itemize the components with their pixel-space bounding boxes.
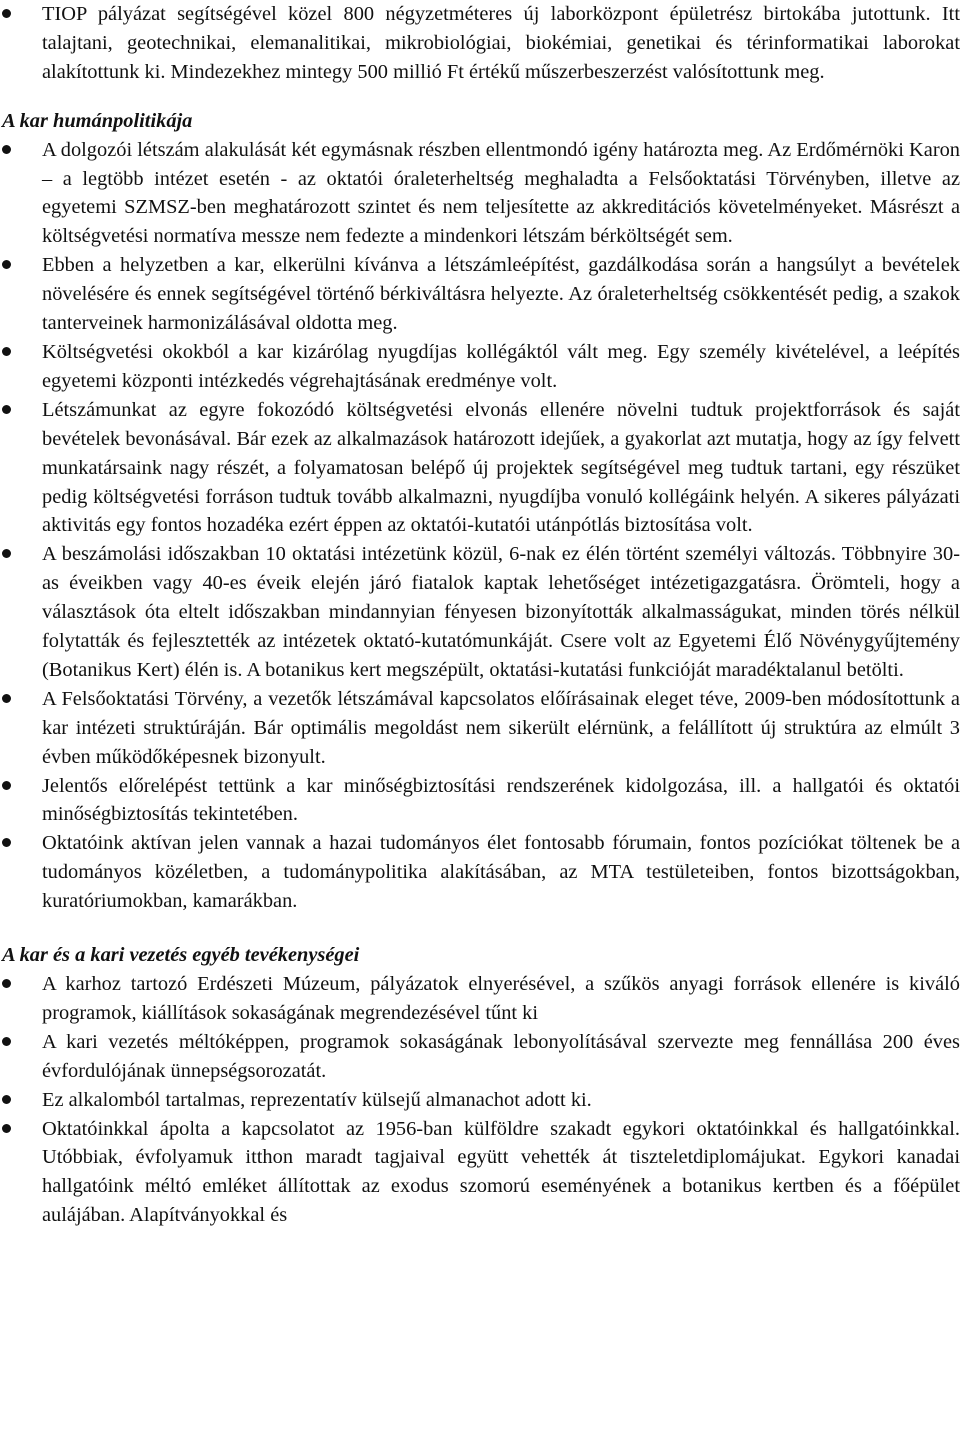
section-heading-humanpolitika: A kar humánpolitikája	[2, 109, 193, 132]
bullet-text: TIOP pályázat segítségével közel 800 négyzetméteres új laborközpont épületrész birtokába jutottunk. Itt talajtani, geotechnikai, elemanalitikai, mikrobiológiai, biokémiai, genetikai és térinformatikai laborokat alakítottunk ki. Mindezekhez mintegy 500 millió Ft értékű műszerbeszerzést valósítottunk meg.	[42, 3, 960, 83]
bullet-text: Létszámunkat az egyre fokozódó költségvetési elvonás ellenére növelni tudtuk projektforrások és saját bevételek bevonásával. Bár ezek az alkalmazások határozott idejűek, a gyakorlat azt mutatja, hogy az így felvett munkatársaink nagy részét, a folyamatosan belépő új projektek segítségével meg tudtuk tartani, egy részüket pedig költségvetési forráson tudtuk tovább alkalmazni, nyugdíjba vonuló kollégáink helyén. A sikeres pályázati aktivitás egy fontos hozadéka ezért éppen az oktatói-kutatói utánpótlás biztosítása volt.	[42, 398, 960, 537]
bullet-item	[0, 540, 960, 685]
bullet-text: A karhoz tartozó Erdészeti Múzeum, pályázatok elnyerésével, a szűkös anyagi források ellenére is kiváló programok, kiállítások sokaságának megrendezésével tűnt ki	[42, 973, 960, 1024]
bullet-text: Ez alkalomból tartalmas, reprezentatív külsejű almanachot adott ki.	[42, 1088, 592, 1111]
bullet-item	[0, 251, 960, 338]
bullet-item	[0, 685, 960, 772]
bullet-item	[0, 772, 960, 830]
bullet-text: A Felsőoktatási Törvény, a vezetők létszámával kapcsolatos előírásainak eleget téve, 2009-ben módosítottunk a kar intézeti struktúráján. Bár optimális megoldást nem sikerült elérnünk, a felállított új struktúra az elmúlt 3 évben működőképesnek bizonyult.	[42, 687, 960, 768]
bullet-text: A beszámolási időszakban 10 oktatási intézetünk közül, 6-nak ez élén történt személyi változás. Többnyire 30-as éveikben vagy 40-es éveik elején járó fiatalok kaptak lehetőséget intézetigazgatásra. Örömteli, hogy a választások óta eltelt időszakban mindannyian fényesen bizonyították alkalmasságukat, minden törés nélkül folytatták és fejlesztették az intézetek oktató-kutatómunkáját. Csere volt az Egyetemi Élő Növénygyűjtemény (Botanikus Kert) élén is. A botanikus kert megszépült, oktatási-kutatási funkcióját maradéktalanul betölti.	[42, 543, 960, 681]
bullet-item	[0, 1115, 960, 1231]
bullet-text: Oktatóinkkal ápolta a kapcsolatot az 1956-ban külföldre szakadt egykori oktatóinkkal és hallgatóinkkal. Utóbbiak, évfolyamuk itthon maradt tagjaival együtt vehették át tiszteletdiplomájukat. Egykori kanadai hallgatóink méltó emléket állítottak az exodus szomorú eseményének a botanikus kertben és a főépület aulájában. Alapítványokkal és	[42, 1117, 960, 1227]
bullet-item	[0, 396, 960, 541]
bullet-item	[0, 829, 960, 916]
bullet-item	[0, 0, 960, 87]
bullet-item	[0, 338, 960, 396]
section-heading-egyeb: A kar és a kari vezetés egyéb tevékenységei	[2, 944, 360, 967]
bullet-item	[0, 1086, 960, 1115]
egyeb-bullet-list	[0, 970, 960, 1230]
bullet-text: Jelentős előrelépést tettünk a kar minőségbiztosítási rendszerének kidolgozása, ill. a hallgatói és oktatói minőségbiztosítás tekintetében.	[42, 774, 960, 826]
bullet-item	[0, 1028, 960, 1086]
bullet-text: A kari vezetés méltóképpen, programok sokaságának lebonyolításával szervezte meg fennállása 200 éves évfordulójának ünnepségsorozatát.	[42, 1030, 960, 1082]
bullet-item	[0, 970, 960, 1028]
intro-bullet-list	[0, 0, 960, 87]
bullet-text: Oktatóink aktívan jelen vannak a hazai tudományos élet fontosabb fórumain, fontos pozíciókat töltenek be a tudományos közéletben, a tudománypolitika alakításában, az MTA testületeiben, fontos bizottságokban, kuratóriumokban, kamarákban.	[42, 832, 960, 913]
bullet-text: A dolgozói létszám alakulását két egymásnak részben ellentmondó igény határozta meg. Az Erdőmérnöki Karon – a legtöbb intézet esetén - az oktatói óraleterheltség meghaladta a Felsőoktatási Törvényben, illetve az egyetemi SZMSZ-ben meghatározott szintet és nem teljesítette az akkreditációs követelményeket. Másrészt a költségvetési normatíva messze nem fedezte a mindenkori létszám bérköltségét sem.	[42, 138, 960, 248]
bullet-text: Ebben a helyzetben a kar, elkerülni kívánva a létszámleépítést, gazdálkodása során a hangsúlyt a bevételek növelésére és ennek segítségével történő bérkiváltásra helyezte. Az óraleterheltség csökkentését pedig, a szakok tanterveinek harmonizálásával oldotta meg.	[42, 254, 960, 335]
humanpolitika-bullet-list	[0, 136, 960, 916]
bullet-text: Költségvetési okokból a kar kizárólag nyugdíjas kollégáktól vált meg. Egy személy kivételével, a leépítés egyetemi központi intézkedés végrehajtásának eredménye volt.	[42, 340, 960, 392]
bullet-item	[0, 136, 960, 252]
